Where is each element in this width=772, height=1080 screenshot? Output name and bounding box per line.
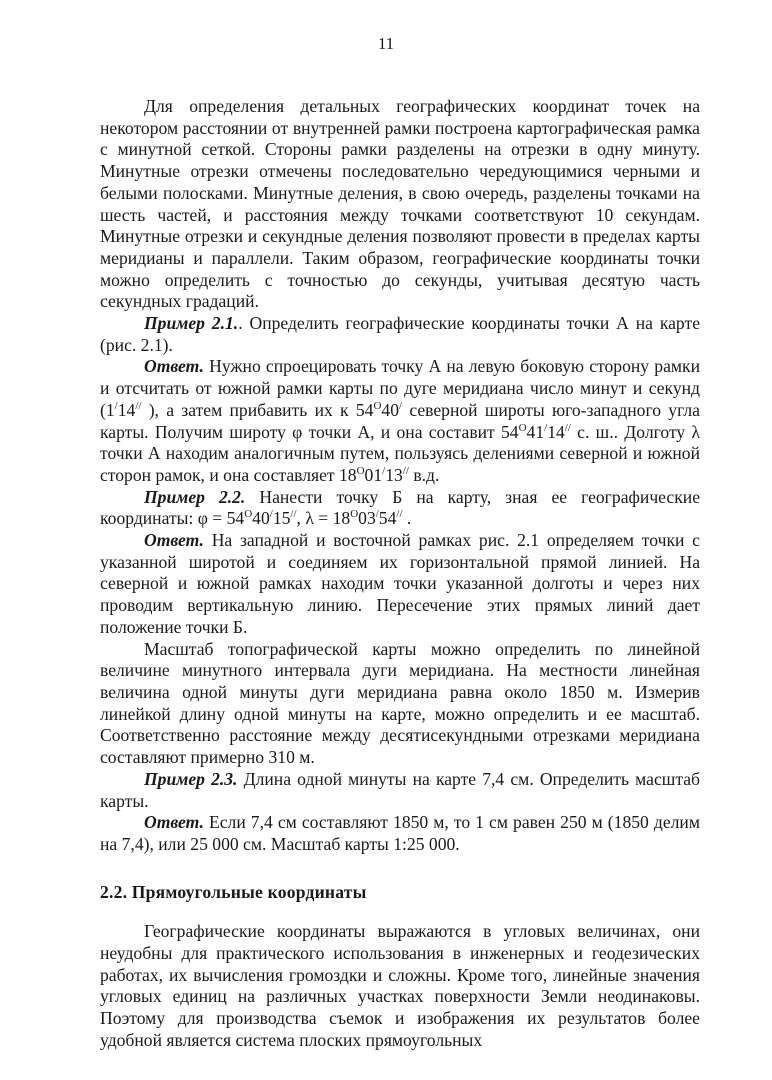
answer-text: 01 [364, 464, 383, 485]
example-text: 40 [252, 508, 270, 529]
answer-text: 13 [385, 464, 403, 485]
second-mark: // [290, 508, 297, 521]
example-2-3 [100, 769, 700, 812]
answer-text: ), а затем прибавить их к 54 [141, 399, 374, 420]
second-mark: // [564, 421, 571, 434]
answer-2-2 [100, 530, 700, 639]
answer-label: Ответ. [144, 356, 204, 377]
answer-text: 14 [117, 399, 136, 420]
example-text: 03 [358, 508, 376, 529]
degree-mark: О [244, 508, 253, 521]
example-text: 15 [272, 508, 291, 529]
minute-mark: / [544, 421, 548, 434]
answer-text: 14 [547, 421, 565, 442]
answer-text: северной широты юго-западного угла карты. Получим широту φ точки А, и она составит 54 [100, 399, 700, 442]
paragraph-minute-grid: Для определения детальных географических координат точек на некотором расстоянии от внутренней рамки построена картографическая рамка с минутной сеткой. Стороны рамки разделены на отрезки в одну минуту. Минутные отрезки отмечены последовательно чередующимися черными и белыми полосками. Минутные деления, в свою очередь, разделены точками на шесть частей, и расстояния между точками соответствуют 10 секундам. Минутные отрезки и секундные деления позволяют провести в пределах карты меридианы и параллели. Таким образом, географические координаты точки можно определить с точностью до секунды, учитывая десятую часть секундных градаций. [100, 96, 700, 312]
answer-text: с. ш.. Долготу λ точки А находим аналогичным путем, пользуясь делениями северной и южной сторон рамок, и она составляет 18 [100, 421, 700, 485]
answer-label: Ответ. [144, 812, 204, 833]
answer-label: Ответ. [144, 530, 204, 551]
paragraph-rectangular-coordinates: Географические координаты выражаются в угловых величинах, они неудобны для практического использования в инженерных и геодезических работах, их вычисления громоздки и сложны. Кроме того, линейные значения угловых единиц на различных участках поверхности Земли неодинаковы. Поэтому для производства съемок и изображения их результатов более удобной является система плоских прямоугольных [100, 921, 700, 1050]
paragraph-scale: Масштаб топографической карты можно определить по линейной величине минутного интервала дуги меридиана. На местности линейная величина одной минуты дуги меридиана равна около 1850 м. Измерив линейкой длину одной минуты на карте, можно определить и ее масштаб. Соответственно расстояние между десятисекундными отрезками меридиана составляют примерно 310 м. [100, 638, 700, 768]
degree-mark: О [350, 508, 359, 521]
example-text: Нанести точку Б на карту, зная ее географические координаты: φ = 54 [100, 486, 700, 529]
example-text: . [402, 508, 412, 529]
answer-text: в.д. [408, 464, 440, 485]
answer-text: Нужно спроецировать точку А на левую боковую сторону рамки и отсчитать от южной рамки карты по дуге меридиана число минут и секунд (1 [100, 356, 700, 420]
example-label: Пример 2.1. [144, 313, 239, 334]
answer-text: Если 7,4 см составляют 1850 м, то 1 см равен 250 м (1850 делим на 7,4), или 25 000 см. Масштаб карты 1:25 000. [100, 812, 700, 854]
minute-mark: / [114, 399, 118, 412]
answer-2-3 [100, 812, 700, 855]
example-label: Пример 2.2. [144, 486, 246, 507]
second-mark: // [396, 508, 403, 521]
minute-mark: / [269, 508, 273, 521]
example-text: . Определить географические координаты точки А на карте (рис. 2.1). [100, 313, 700, 355]
answer-text: На западной и восточной рамках рис. 2.1 определяем точки с указанной широтой и соединяем их горизонтальной прямой линией. На северной и южной рамках находим точки указанной долготы и через них проводим вертикальную линию. Пересечение этих прямых линий дает положение точки Б. [100, 530, 700, 637]
answer-text: 41 [526, 421, 545, 442]
minute-mark: / [382, 464, 386, 477]
minute-mark: / [375, 508, 379, 521]
example-text: 54 [378, 508, 397, 529]
page-number: 11 [377, 34, 395, 53]
example-text: Длина одной минуты на карте 7,4 см. Определить масштаб карты. [100, 768, 700, 811]
example-2-1 [100, 313, 700, 356]
section-heading: 2.2. Прямоугольные координаты [100, 881, 367, 902]
example-text: , λ = 18 [296, 508, 351, 529]
answer-2-1 [100, 356, 700, 486]
degree-mark: О [373, 399, 382, 412]
second-mark: // [135, 399, 142, 412]
example-2-2 [100, 487, 700, 530]
minute-mark: / [399, 399, 403, 412]
answer-text: 40 [381, 399, 399, 420]
page-content [100, 96, 700, 1052]
second-mark: // [402, 464, 409, 477]
degree-mark: О [356, 464, 365, 477]
degree-mark: О [518, 421, 527, 434]
example-label: Пример 2.3. [144, 768, 238, 789]
